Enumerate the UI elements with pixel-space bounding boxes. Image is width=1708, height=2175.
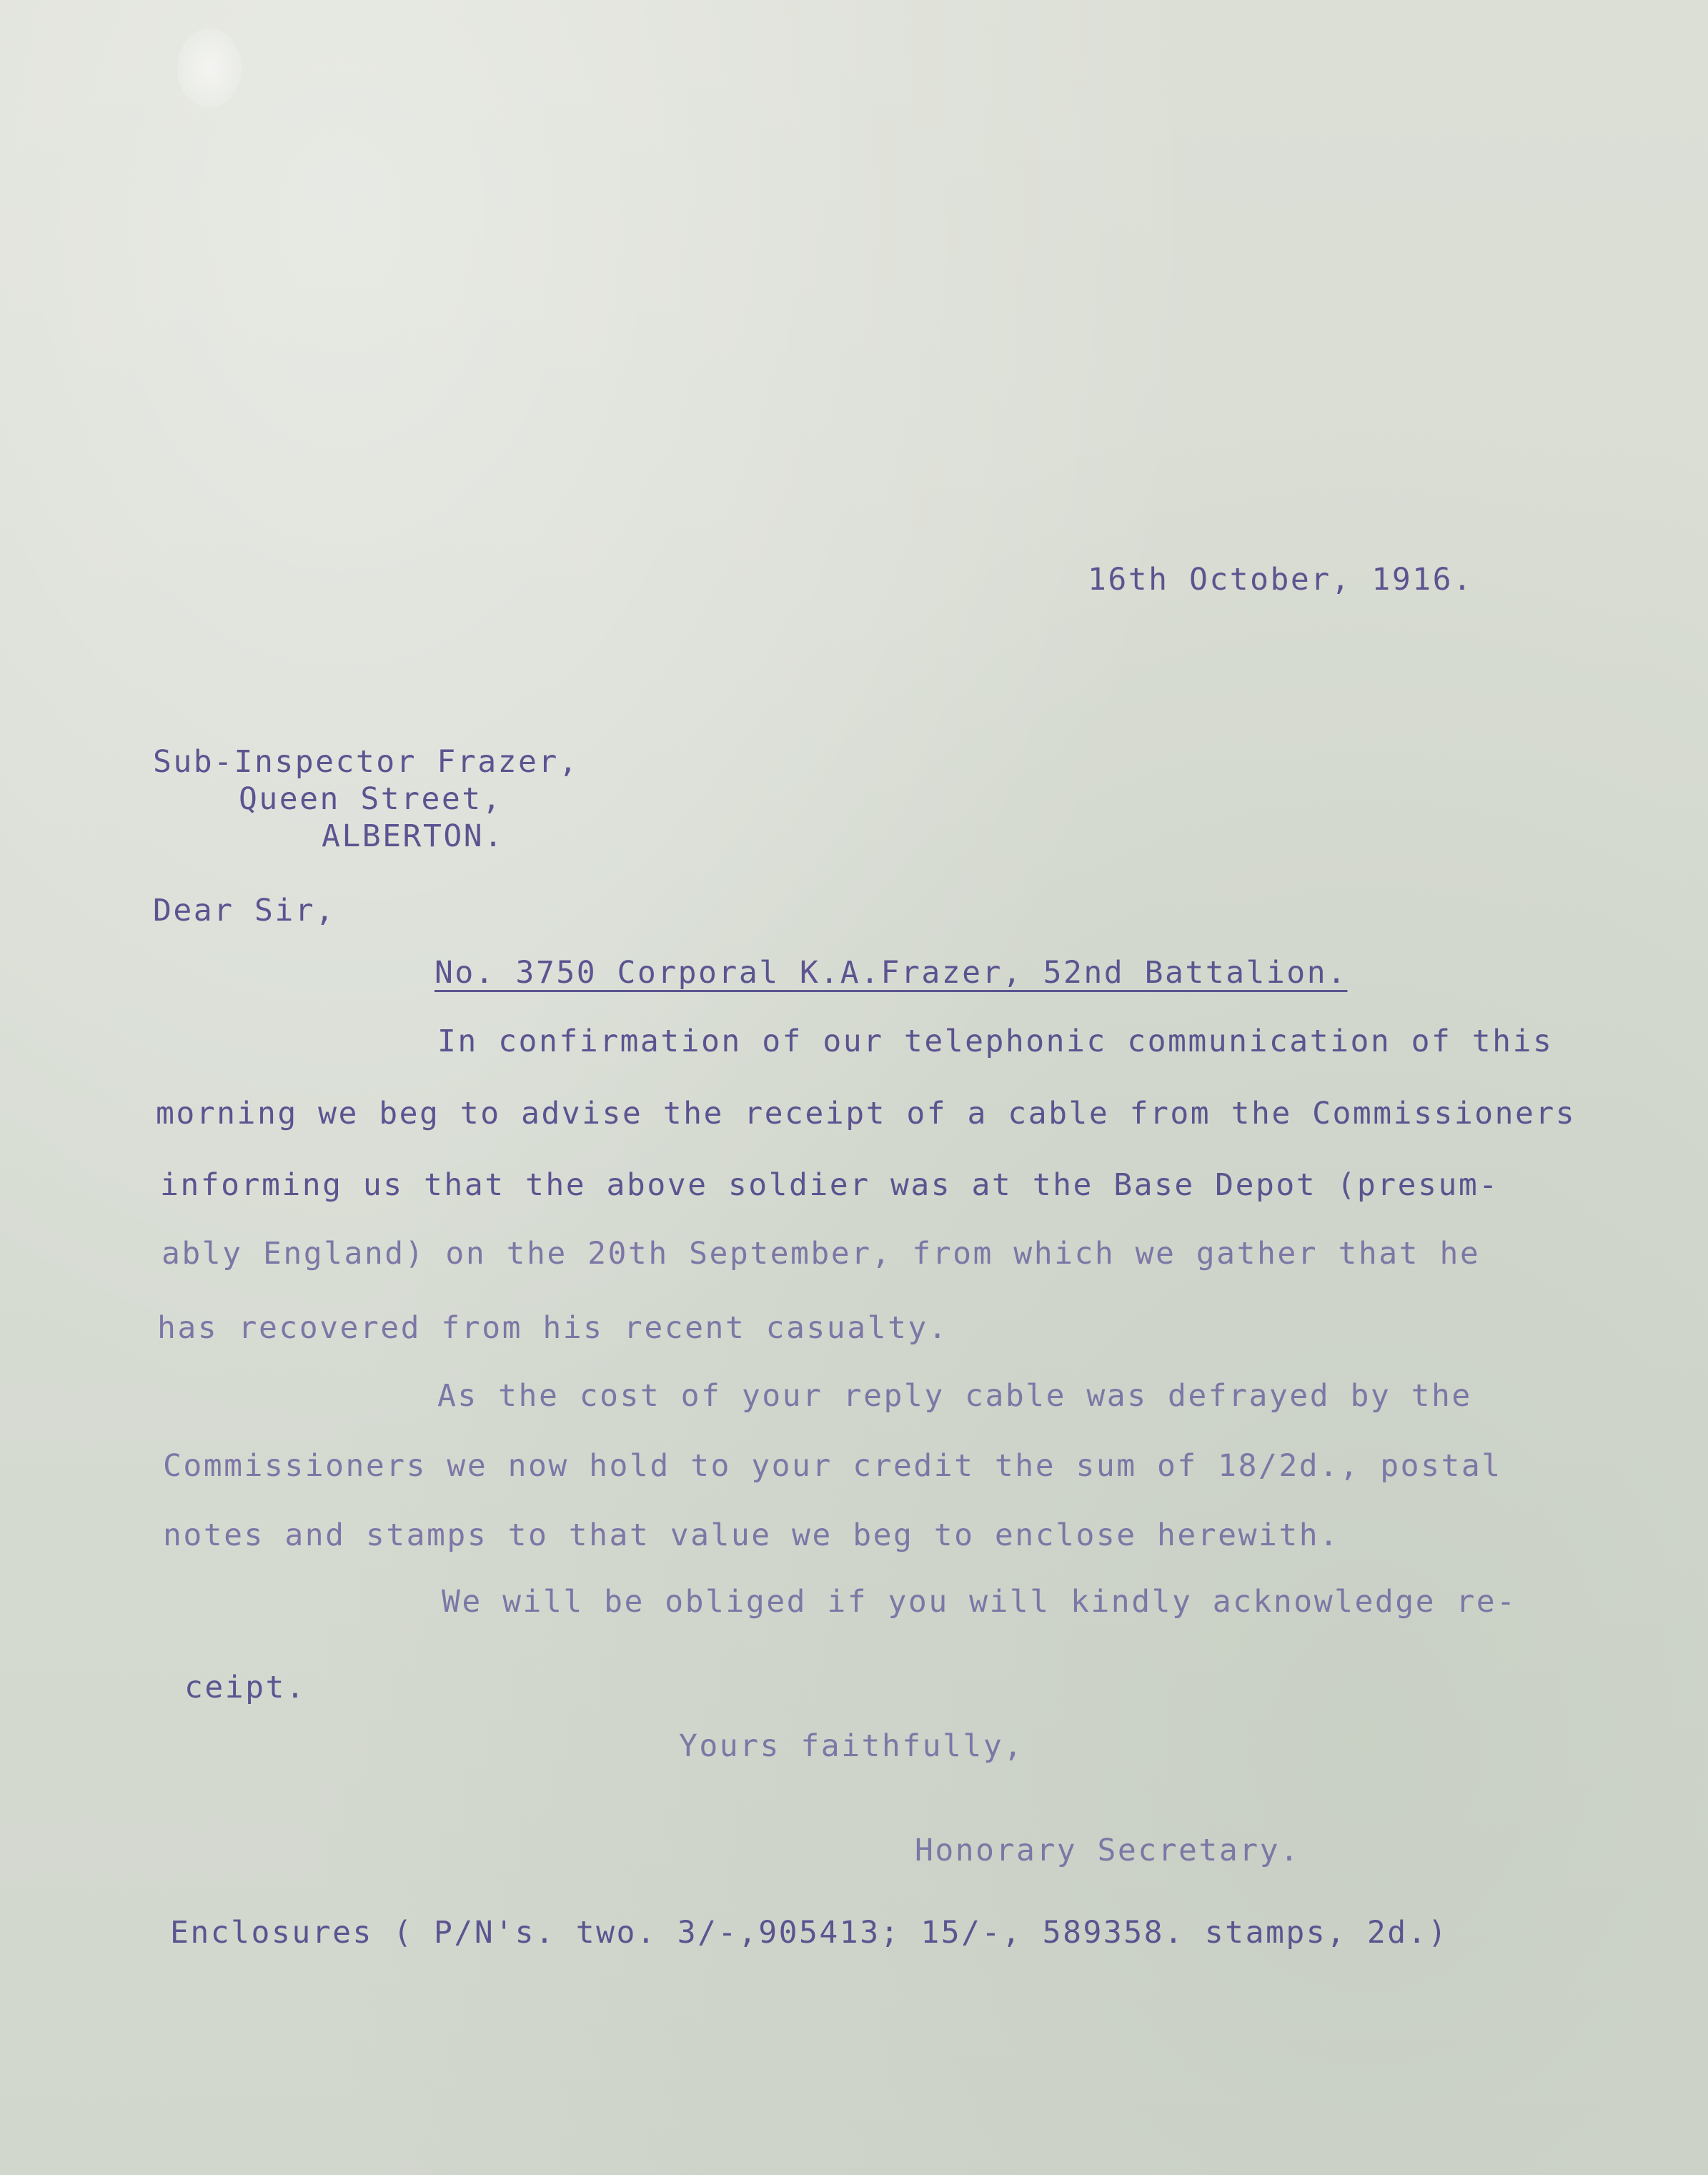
recipient-town: ALBERTON. bbox=[322, 818, 505, 854]
letter-date: 16th October, 1916. bbox=[1088, 562, 1474, 598]
recipient-name: Sub-Inspector Frazer, bbox=[153, 744, 580, 780]
paper-stain bbox=[177, 29, 242, 107]
salutation: Dear Sir, bbox=[153, 893, 336, 928]
body-line-3: informing us that the above soldier was at the Base Depot (presum- bbox=[160, 1167, 1499, 1203]
body-line-1: In confirmation of our telephonic communication of this bbox=[437, 1024, 1554, 1059]
closing: Yours faithfully, bbox=[679, 1728, 1024, 1764]
signatory-title: Honorary Secretary. bbox=[915, 1833, 1301, 1868]
subject-line: No. 3750 Corporal K.A.Frazer, 52nd Battalion. bbox=[435, 955, 1348, 991]
body-line-6: As the cost of your reply cable was defrayed by the bbox=[437, 1378, 1472, 1414]
body-line-10: ceipt. bbox=[184, 1670, 307, 1705]
body-line-5: has recovered from his recent casualty. bbox=[157, 1310, 949, 1346]
recipient-street: Queen Street, bbox=[239, 781, 503, 817]
enclosures-line: Enclosures ( P/N's. two. 3/-,905413; 15/-, 589358. stamps, 2d.) bbox=[170, 1915, 1449, 1951]
body-line-4: ably England) on the 20th September, from which we gather that he bbox=[162, 1236, 1481, 1272]
body-line-7: Commissioners we now hold to your credit the sum of 18/2d., postal bbox=[163, 1448, 1502, 1484]
body-line-9: We will be obliged if you will kindly acknowledge re- bbox=[442, 1584, 1517, 1620]
body-line-8: notes and stamps to that value we beg to enclose herewith. bbox=[163, 1517, 1340, 1553]
body-line-2: morning we beg to advise the receipt of a cable from the Commissioners bbox=[156, 1096, 1577, 1131]
